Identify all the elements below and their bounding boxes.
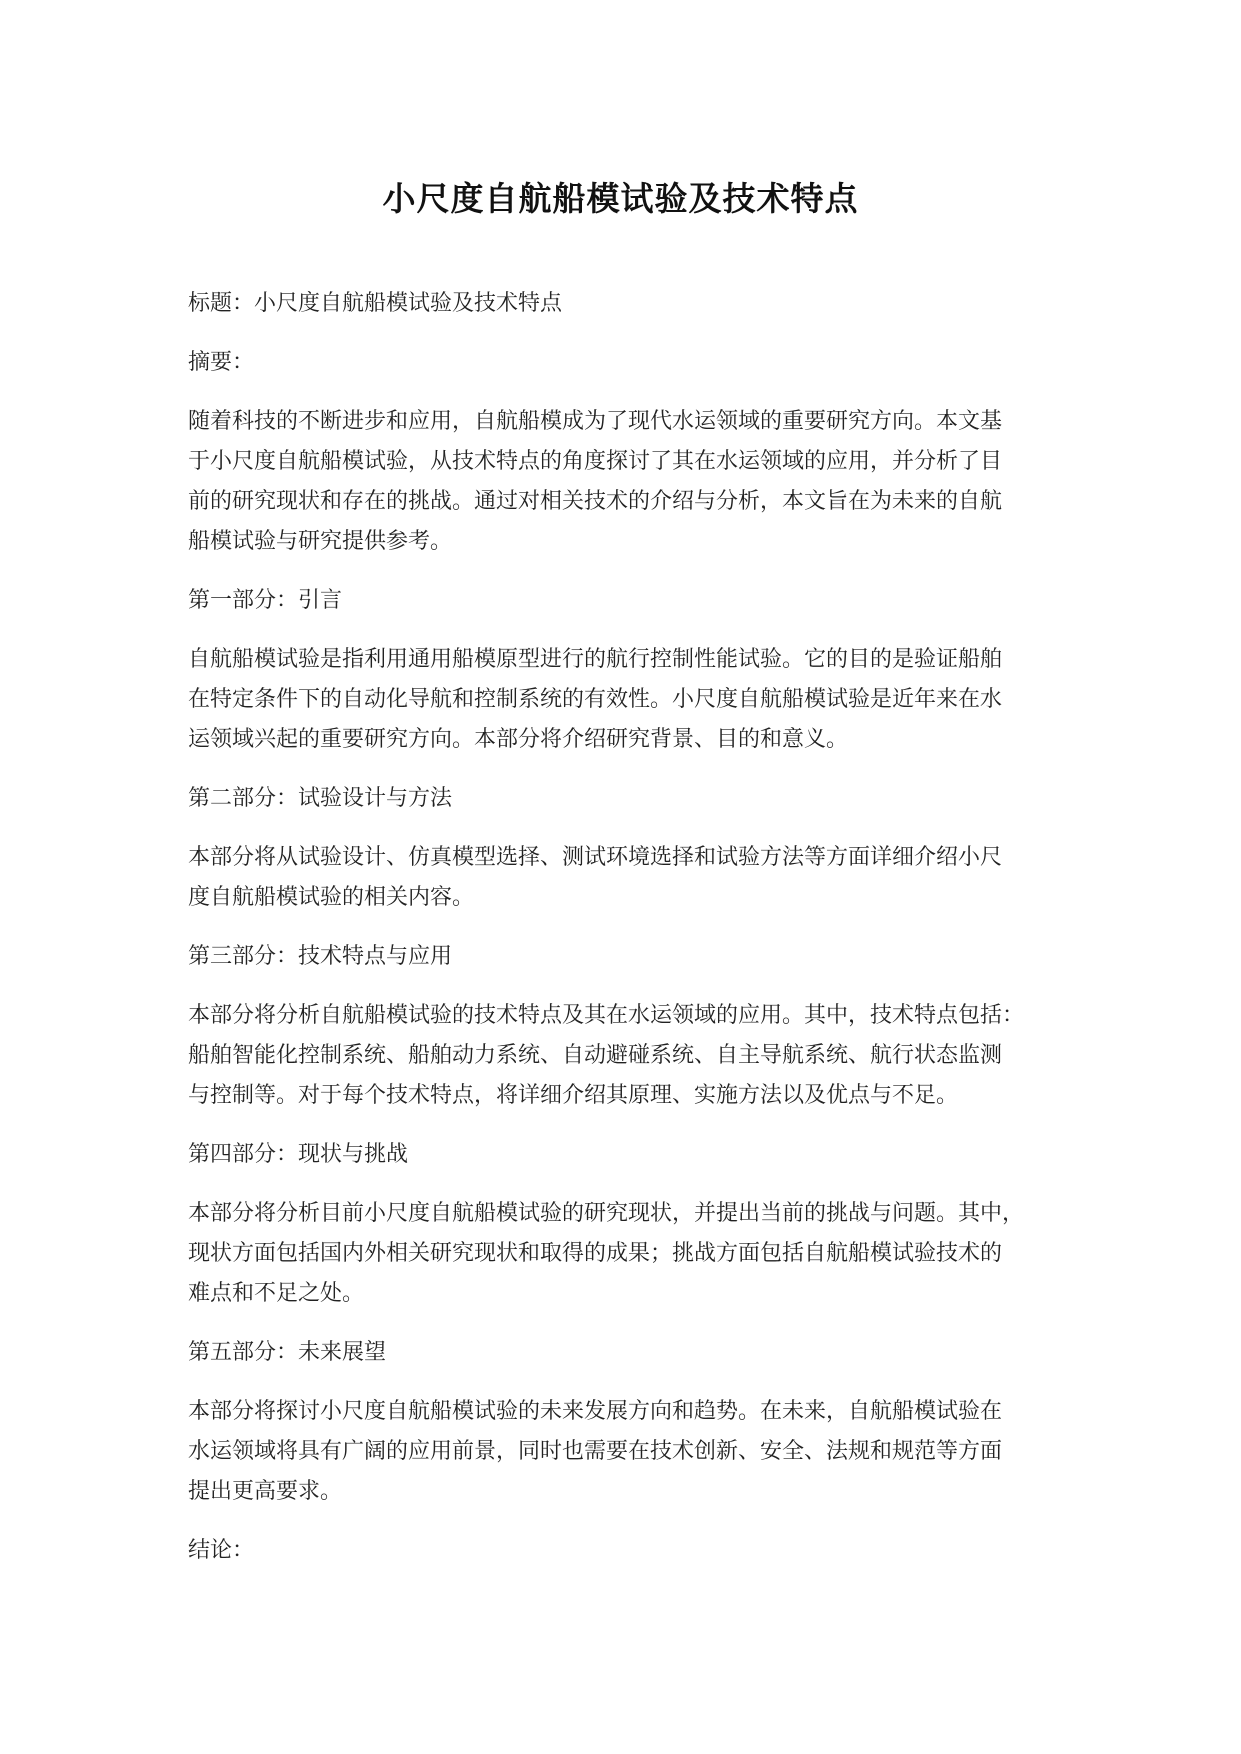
paragraph-gap: [188, 918, 1068, 937]
paragraph-line: 本部分将分析目前小尺度自航船模试验的研究现状，并提出当前的挑战与问题。其中，: [188, 1201, 1025, 1226]
abstract-line: 于小尺度自航船模试验，从技术特点的角度探讨了其在水运领域的应用，并分析了目: [188, 449, 1003, 474]
paragraph-gap: [188, 1314, 1068, 1333]
section-heading: 第一部分：引言: [188, 588, 343, 613]
paragraph-line: 船舶智能化控制系统、船舶动力系统、自动避碰系统、自主导航系统、航行状态监测: [188, 1043, 1003, 1068]
paragraph-line: 本部分将探讨小尺度自航船模试验的未来发展方向和趋势。在未来，自航船模试验在: [188, 1399, 1003, 1424]
section-paragraph: [188, 640, 1068, 760]
abstract-line: 随着科技的不断进步和应用，自航船模成为了现代水运领域的重要研究方向。本文基: [188, 409, 1003, 434]
paragraph-line: 水运领域将具有广阔的应用前景，同时也需要在技术创新、安全、法规和规范等方面: [188, 1439, 1003, 1464]
paragraph-line: 在特定条件下的自动化导航和控制系统的有效性。小尺度自航船模试验是近年来在水: [188, 687, 1003, 712]
document-body: [188, 284, 1068, 1571]
section-heading: 第二部分：试验设计与方法: [188, 786, 453, 811]
paragraph-line: 度自航船模试验的相关内容。: [188, 885, 475, 910]
paragraph-line: 运领域兴起的重要研究方向。本部分将介绍研究背景、目的和意义。: [188, 727, 849, 752]
paragraph-line: 本部分将从试验设计、仿真模型选择、测试环境选择和试验方法等方面详细介绍小尺: [188, 845, 1003, 870]
paragraph-gap: [188, 760, 1068, 779]
paragraph-line: 自航船模试验是指利用通用船模原型进行的航行控制性能试验。它的目的是验证船舶: [188, 647, 1003, 672]
section-paragraph: [188, 996, 1068, 1116]
heading-line: 标题：小尺度自航船模试验及技术特点: [188, 291, 563, 316]
paragraph-gap: [188, 819, 1068, 838]
abstract-paragraph: [188, 402, 1068, 562]
paragraph-gap: [188, 1175, 1068, 1194]
section-paragraph: [188, 838, 1068, 918]
paragraph-gap: [188, 621, 1068, 640]
section-heading: 第五部分：未来展望: [188, 1340, 387, 1365]
paragraph-gap: [188, 977, 1068, 996]
section-paragraph: [188, 1194, 1068, 1314]
paragraph-gap: [188, 383, 1068, 402]
paragraph-gap: [188, 1373, 1068, 1392]
paragraph-gap: [188, 1116, 1068, 1135]
document-title: 小尺度自航船模试验及技术特点: [382, 179, 859, 218]
section-paragraph: [188, 1392, 1068, 1512]
paragraph-line: 提出更高要求。: [188, 1479, 343, 1504]
abstract-line: 船模试验与研究提供参考。: [188, 529, 453, 554]
paragraph-gap: [188, 1512, 1068, 1531]
abstract-line: 前的研究现状和存在的挑战。通过对相关技术的介绍与分析，本文旨在为未来的自航: [188, 489, 1003, 514]
paragraph-line: 难点和不足之处。: [188, 1281, 365, 1306]
paragraph-line: 现状方面包括国内外相关研究现状和取得的成果；挑战方面包括自航船模试验技术的: [188, 1241, 1003, 1266]
paragraph-line: 与控制等。对于每个技术特点，将详细介绍其原理、实施方法以及优点与不足。: [188, 1083, 959, 1108]
paragraph-gap: [188, 324, 1068, 343]
paragraph-line: 本部分将分析自航船模试验的技术特点及其在水运领域的应用。其中，技术特点包括：: [188, 1003, 1025, 1028]
conclusion-label: 结论：: [188, 1538, 255, 1563]
paragraph-gap: [188, 562, 1068, 581]
abstract-label: 摘要：: [188, 350, 255, 375]
section-heading: 第四部分：现状与挑战: [188, 1142, 409, 1167]
section-heading: 第三部分：技术特点与应用: [188, 944, 453, 969]
